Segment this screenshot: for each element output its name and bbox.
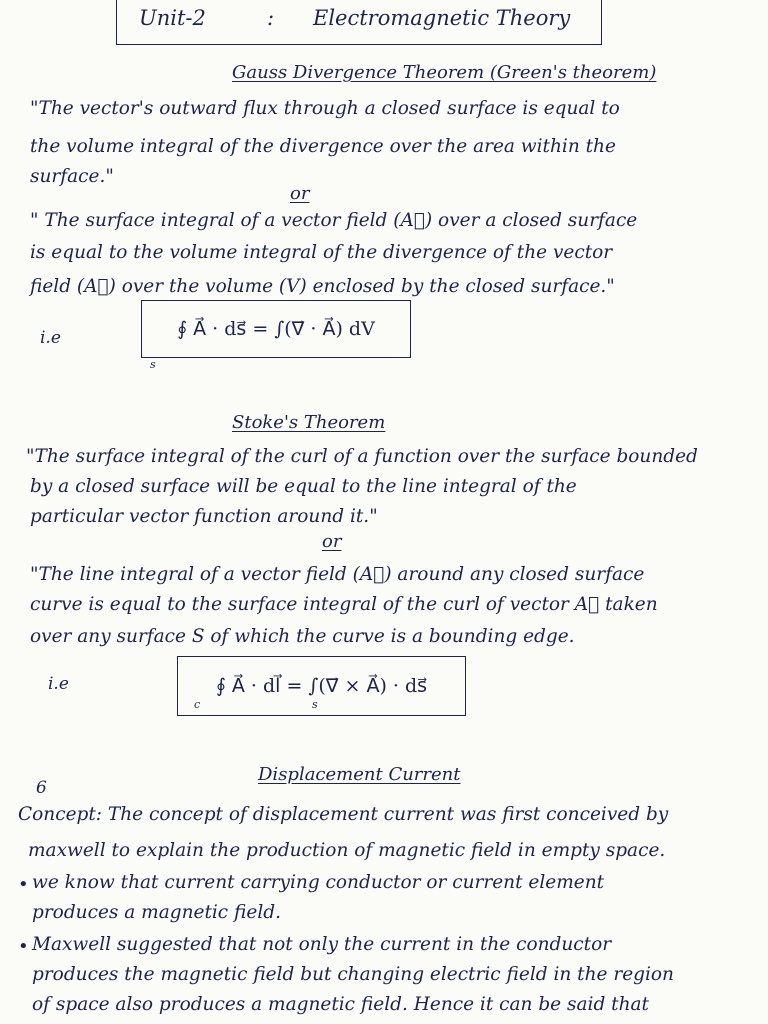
- gauss-alt-line-1: " The surface integral of a vector field (A⃗) over a closed surface: [30, 210, 638, 231]
- gauss-line-3: surface.": [30, 166, 114, 187]
- unit-label: Unit-2: [139, 6, 206, 30]
- displacement-line-4: produces a magnetic field.: [32, 902, 281, 923]
- gauss-alt-line-2: is equal to the volume integral of the divergence of the vector: [30, 242, 613, 263]
- gauss-formula: ∮ A⃗ · ds⃗ = ∫(∇⃗ · A⃗) dV: [177, 318, 375, 340]
- stokes-heading: Stoke's Theorem: [232, 412, 386, 433]
- gauss-formula-box: [141, 300, 411, 358]
- stokes-formula: ∮ A⃗ · dl⃗ = ∫(∇⃗ × A⃗) · ds⃗: [215, 675, 428, 697]
- displacement-line-3: we know that current carrying conductor or current element: [32, 872, 605, 893]
- stokes-alt-line-3: over any surface S of which the curve is a bounding edge.: [30, 626, 575, 647]
- displacement-line-2: maxwell to explain the production of magnetic field in empty space.: [28, 840, 666, 861]
- unit-title: Electromagnetic Theory: [313, 6, 571, 30]
- gauss-line-2: the volume integral of the divergence over the area within the: [30, 136, 616, 157]
- gauss-heading: Gauss Divergence Theorem (Green's theorem): [232, 62, 657, 83]
- displacement-heading: Displacement Current: [258, 764, 461, 785]
- stokes-alt-line-2: curve is equal to the surface integral of the curl of vector A⃗ taken: [30, 594, 658, 615]
- stokes-ie: i.e: [48, 674, 69, 694]
- displacement-line-1: Concept: The concept of displacement current was first conceived by: [18, 804, 669, 825]
- gauss-ie: i.e: [40, 328, 61, 348]
- displacement-line-7: of space also produces a magnetic field. Hence it can be said that: [32, 994, 649, 1015]
- stokes-alt-line-1: "The line integral of a vector field (A⃗) around any closed surface: [30, 564, 645, 585]
- displacement-line-6: produces the magnetic field but changing electric field in the region: [32, 964, 674, 985]
- stokes-or: or: [322, 531, 342, 552]
- stokes-formula-subscript-s: s: [312, 698, 318, 711]
- bullet-dot: •: [18, 936, 29, 957]
- gauss-formula-subscript: s: [150, 358, 156, 371]
- stokes-line-1: "The surface integral of the curl of a function over the surface bounded: [26, 446, 698, 467]
- stokes-formula-box: [177, 656, 466, 716]
- gauss-or: or: [290, 183, 310, 204]
- bullet-dot: •: [18, 874, 29, 895]
- unit-header-box: [116, 0, 602, 45]
- stokes-line-2: by a closed surface will be equal to the line integral of the: [30, 476, 577, 497]
- header-separator: :: [267, 6, 275, 30]
- stokes-line-3: particular vector function around it.": [30, 506, 378, 527]
- stokes-formula-subscript-c: c: [194, 698, 201, 711]
- gauss-line-1: "The vector's outward flux through a closed surface is equal to: [30, 98, 620, 119]
- gauss-alt-line-3: field (A⃗) over the volume (V) enclosed by the closed surface.": [30, 276, 615, 297]
- displacement-line-5: Maxwell suggested that not only the current in the conductor: [32, 934, 612, 955]
- section-number: 6: [36, 778, 47, 798]
